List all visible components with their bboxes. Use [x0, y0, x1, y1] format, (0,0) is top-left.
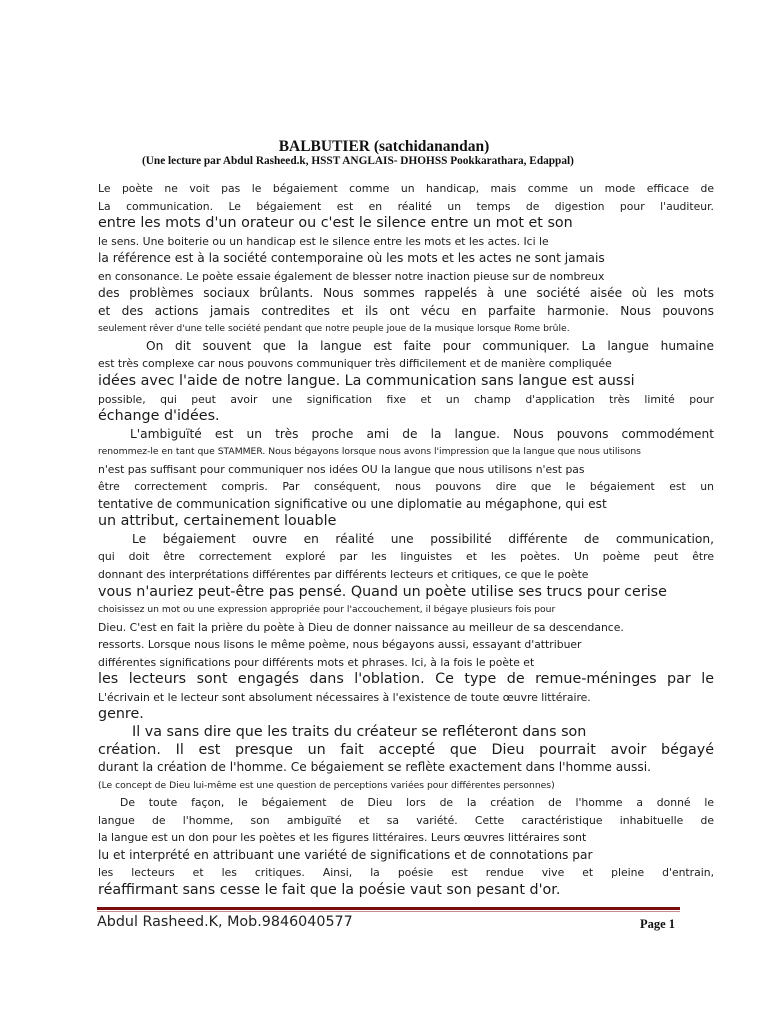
- text-line: choisissez un mot ou une expression appropriée pour l'accouchement, il bégaye plusieurs fois pour: [98, 604, 556, 616]
- text-line: des problèmes sociaux brûlants. Nous sommes rappelés à une société aisée où les mots: [98, 286, 714, 301]
- text-line: entre les mots d'un orateur ou c'est le silence entre un mot et son: [98, 215, 573, 232]
- text-line: échange d'idées.: [98, 408, 220, 425]
- text-line: L'ambiguïté est un très proche ami de la langue. Nous pouvons commodément: [130, 426, 714, 441]
- text-line: réaffirmant sans cesse le fait que la poésie vaut son pesant d'or.: [98, 881, 561, 898]
- text-line: est très complexe car nous pouvons communiquer très difficilement et de manière compliquée: [98, 357, 612, 371]
- text-line: un attribut, certainement louable: [98, 513, 337, 530]
- page-number: Page 1: [640, 917, 676, 931]
- text-line: De toute façon, le bégaiement de Dieu lors de la création de l'homme a donné le: [120, 796, 714, 810]
- text-line: genre.: [98, 706, 144, 723]
- text-line: La communication. Le bégaiement est en réalité un temps de digestion pour l'auditeur.: [98, 199, 714, 213]
- text-line: possible, qui peut avoir une signification fixe et un champ d'application très limité pour: [98, 392, 714, 406]
- text-line: Dieu. C'est en fait la prière du poète à Dieu de donner naissance au meilleur de sa descendance.: [98, 620, 624, 634]
- text-line: On dit souvent que la langue est faite pour communiquer. La langue humaine: [146, 338, 714, 353]
- text-line: idées avec l'aide de notre langue. La communication sans langue est aussi: [98, 373, 635, 390]
- text-line: Le poète ne voit pas le bégaiement comme un handicap, mais comme un mode efficace de: [98, 182, 714, 195]
- text-line: tentative de communication significative ou une diplomatie au mégaphone, qui est: [98, 496, 607, 511]
- text-line: renommez-le en tant que STAMMER. Nous bégayons lorsque nous avons l'impression que la langue que nous utilisons: [98, 446, 641, 458]
- footer-rule-thin: [97, 911, 680, 912]
- text-line: les lecteurs et les critiques. Ainsi, la poésie est rendue vive et pleine d'entrain,: [98, 866, 714, 880]
- text-line: durant la création de l'homme. Ce bégaiement se reflète exactement dans l'homme aussi.: [98, 760, 651, 775]
- text-line: (Le concept de Dieu lui-même est une question de perceptions variées pour différentes personnes): [98, 779, 555, 791]
- text-line: différentes significations pour différents mots et phrases. Ici, à la fois le poète et: [98, 655, 535, 669]
- text-line: L'écrivain et le lecteur sont absolument nécessaires à l'existence de toute œuvre littéraire.: [98, 690, 591, 704]
- text-line: être correctement compris. Par conséquent, nous pouvons dire que le bégaiement est un: [98, 480, 714, 494]
- document-title: BALBUTIER (satchidanandan): [278, 138, 490, 155]
- text-line: lu et interprété en attribuant une variété de significations et de connotations par: [98, 847, 593, 862]
- text-line: Il va sans dire que les traits du créateur se refléteront dans son: [132, 723, 587, 740]
- text-line: la référence est à la société contemporaine où les mots et les actes ne sont jamais: [98, 251, 605, 266]
- text-line: Le bégaiement ouvre en réalité une possibilité différente de communication,: [132, 531, 714, 546]
- text-line: ressorts. Lorsque nous lisons le même poème, nous bégayons aussi, essayant d'attribuer: [98, 638, 582, 652]
- text-line: en consonance. Le poète essaie également de blesser notre inaction pieuse sur de nombreux: [98, 269, 605, 283]
- text-line: les lecteurs sont engagés dans l'oblation. Ce type de remue-méninges par le: [98, 671, 714, 688]
- text-line: donnant des interprétations différentes par différents lecteurs et critiques, ce que le poète: [98, 568, 589, 582]
- document-body: [98, 180, 714, 899]
- text-line: qui doit être correctement exploré par les linguistes et les poètes. Un poème peut être: [98, 550, 714, 564]
- text-line: et des actions jamais contredites et ils ont vécu en parfaite harmonie. Nous pouvons: [98, 303, 714, 318]
- text-line: la langue est un don pour les poètes et les figures littéraires. Leurs œuvres littéraires sont: [98, 831, 587, 845]
- footer-rule: [97, 907, 680, 910]
- text-line: n'est pas suffisant pour communiquer nos idées OU la langue que nous utilisons n'est pas: [98, 462, 585, 476]
- footer-author: Abdul Rasheed.K, Mob.9846040577: [97, 914, 353, 930]
- document-subtitle: (Une lecture par Abdul Rasheed.k, HSST ANGLAIS- DHOHSS Pookkarathara, Edappal): [142, 155, 574, 167]
- text-line: vous n'auriez peut-être pas pensé. Quand un poète utilise ses trucs pour cerise: [98, 583, 667, 600]
- text-line: création. Il est presque un fait accepté que Dieu pourrait avoir bégayé: [98, 741, 714, 758]
- text-line: langue de l'homme, son ambiguïté et sa variété. Cette caractéristique inhabituelle de: [98, 813, 714, 827]
- text-line: seulement rêver d'une telle société pendant que notre peuple joue de la musique lorsque Rome brûle.: [98, 323, 570, 335]
- text-line: le sens. Une boiterie ou un handicap est le silence entre les mots et les actes. Ici le: [98, 234, 549, 248]
